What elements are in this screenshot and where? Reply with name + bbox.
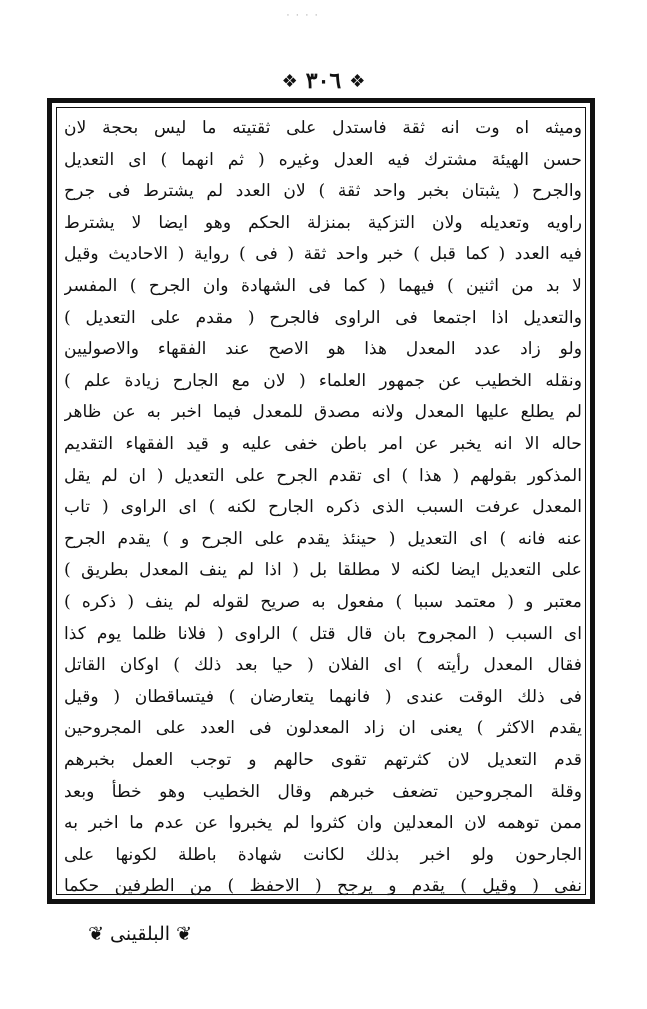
text-line: والتعديل اذا اجتمعا فى الراوى فالجرح ( مقدم على التعديل ) <box>64 307 582 328</box>
ornament-left-icon: ❖ <box>281 70 298 92</box>
text-line: والجرح ( يثبتان بخبر واحد ثقة ) لان العدد لم يشترط فى جرح <box>64 181 582 202</box>
text-line: وميثه اه وت انه ثقة فاستدل على ثقتيته ما ليس بحجة لان <box>64 118 582 138</box>
text-line: الجارحون ولو اخبر بذلك لكانت شهادة باطلة لكونها على <box>64 844 582 865</box>
text-line: ممن توهمه لان المعدلين وان كثروا لم يخبروا عن عدم ما اخبر به <box>64 813 582 834</box>
catchword: ❦ البلقينى ❦ <box>88 923 192 945</box>
text-line: راويه وتعديله ولان التزكية بمنزلة الحكم وهو ايضا لا يشترط <box>64 212 582 233</box>
text-line: اى السبب ( المجروح بان قال قتل ) الراوى ( فلانا ظلما يوم كذا <box>64 623 582 644</box>
ornament-right-icon: ❖ <box>349 70 366 92</box>
text-line: ولو زاد عدد المعدل هذا هو الاصح عند الفقهاء والاصوليين <box>64 339 582 360</box>
page-header <box>0 66 647 96</box>
body-text <box>58 112 588 900</box>
text-line: المذكور بقولهم ( هذا ) اى تقدم الجرح على التعديل ( ان لم يقل <box>64 465 582 486</box>
page-footer <box>0 916 647 952</box>
text-line: على التعديل ايضا لكنه لا مطلقا بل ( اذا لم ينف المعدل بطريق ) <box>64 560 582 581</box>
text-line: قدم التعديل لان كثرتهم تقوى حالهم و توجب العمل بخبرهم <box>64 750 582 770</box>
text-line: لا بد من اثنين ) فيهما ( كما فى الشهادة وان الجرح ) المفسر <box>64 276 582 296</box>
text-line: وقلة المجروحين تضعف خبرهم وقال الخطيب وهو خطأ وبعد <box>64 781 582 802</box>
text-line: المعدل عرفت السبب الذى ذكره الجارح لكنه ) اى الراوى ( تاب <box>64 497 582 518</box>
text-line: لم يطلع عليها المعدل ولانه مصدق للمعدل فيما اخبر به عن ظاهر <box>64 402 582 423</box>
text-line: فى ذلك الوقت عندى ( فانهما يتعارضان ) فيتساقطان ( وقيل <box>64 686 582 707</box>
text-line: نفى ( وقيل ) يقدم و يرجح ( الاحفظ ) من الطرفين حكما <box>64 876 582 897</box>
text-line: فقال المعدل رأيته ) اى الفلان ( حيا بعد ذلك ) اوكان القاتل <box>64 655 582 676</box>
page-number: ٣٠٦ <box>305 68 342 94</box>
text-line: حسن الهيئة مشترك فيه العدل وغيره ( ثم انهما ) اى التعديل <box>64 149 582 170</box>
text-line: حاله الا انه يخبر عن امر باطن خفى عليه و قيد الفقهاء التقديم <box>64 434 582 454</box>
text-line: يقدم الاكثر ) يعنى ان زاد المعدلون فى العدد على المجروحين <box>64 718 582 739</box>
text-line: فيه العدد ( كما قبل ) خبر واحد ثقة ( فى ) رواية ( الاحاديث وقيل <box>64 244 582 265</box>
faint-stamp-mark: ٠ ٠ ٠ ٠ <box>285 8 320 21</box>
text-line: معتبر و ( معتمد سببا ) مفعول به صريح لقوله لم ينف ( ذكره ) <box>64 592 582 612</box>
text-line: ونقله الخطيب عن جمهور العلماء ( لان مع الجارح زيادة علم ) <box>64 370 582 391</box>
text-line: عنه فانه ) اى التعديل ( حينئذ يقدم على الجرح و ) يقدم الجرح <box>64 528 582 549</box>
